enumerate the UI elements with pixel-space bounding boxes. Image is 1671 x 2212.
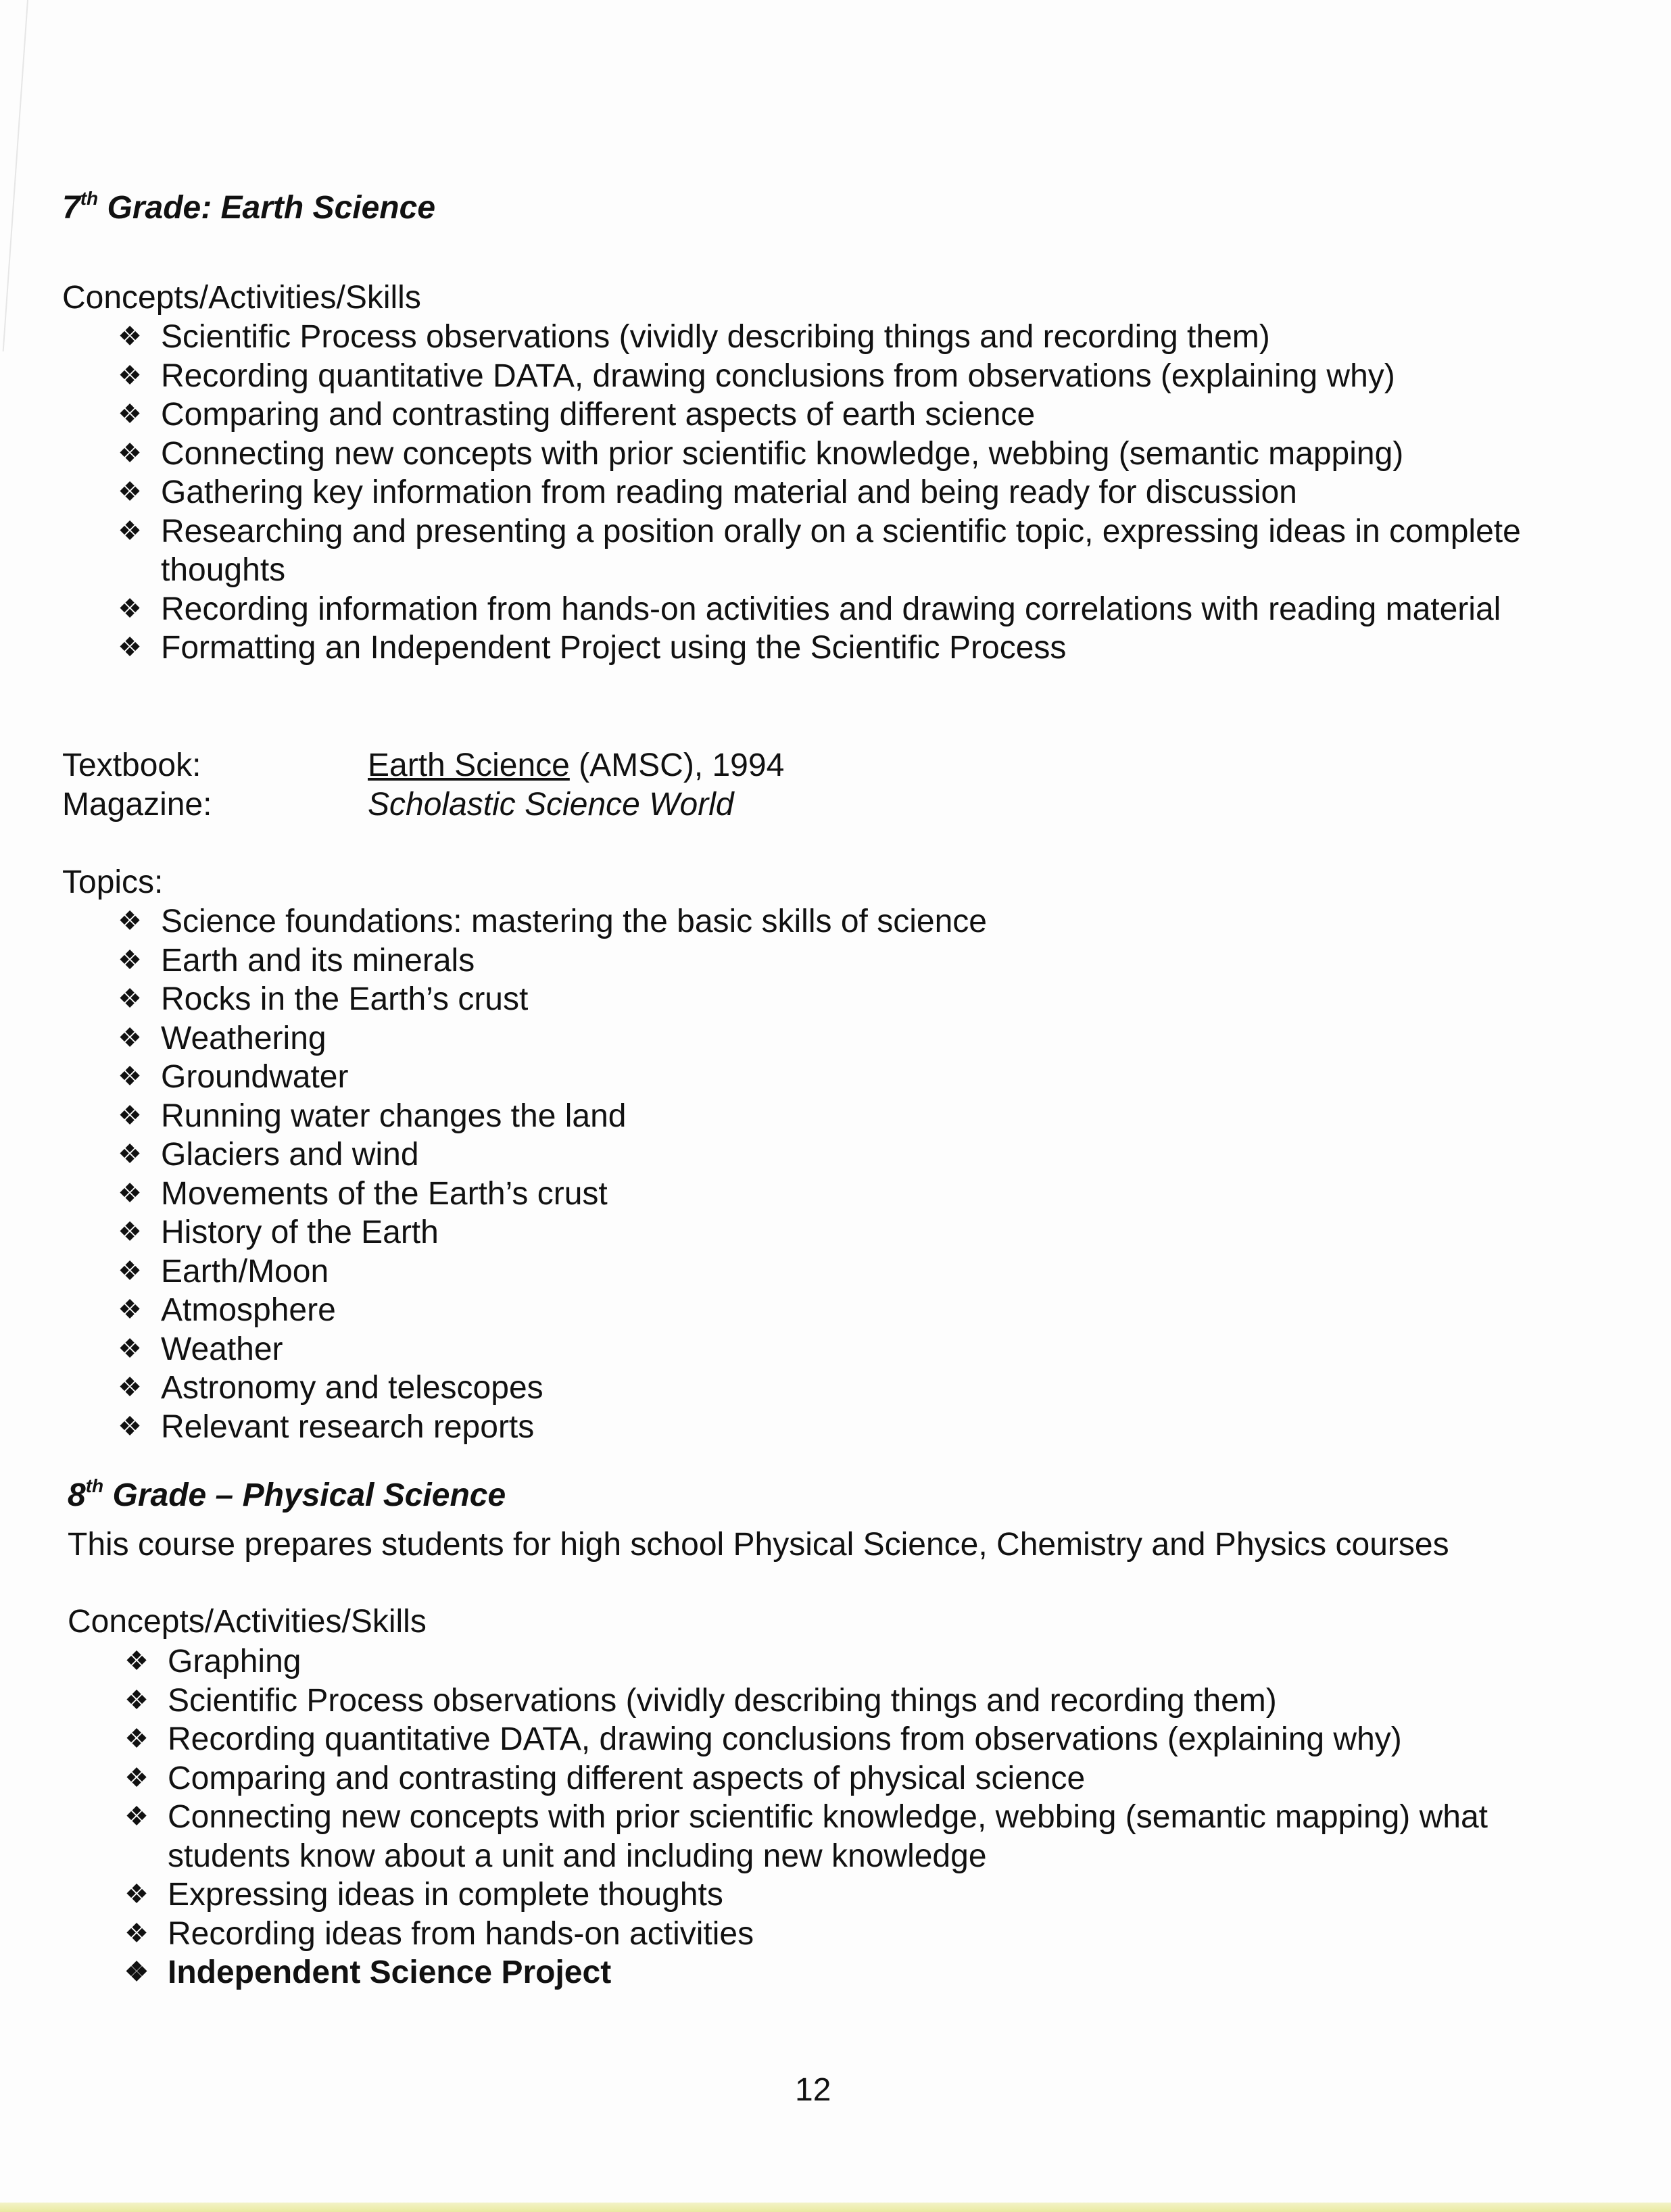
- list-item: [110, 1058, 1529, 1097]
- textbook-label: Textbook:: [62, 747, 201, 783]
- section-heading-7th-grade: [62, 189, 435, 226]
- list-item: [116, 1642, 1536, 1681]
- list-item: [110, 318, 1529, 357]
- list-item: [116, 1681, 1536, 1721]
- bullet-icon: ❖: [118, 906, 142, 936]
- list-item: [110, 1175, 1529, 1214]
- skills-label: Concepts/Activities/Skills: [62, 280, 421, 316]
- list-item: [116, 1915, 1536, 1954]
- bullet-icon: ❖: [118, 1411, 142, 1442]
- list-item-text: Scientific Process observations (vividly describing things and recording them): [161, 319, 1270, 355]
- list-item-text: Science foundations: mastering the basic skills of science: [161, 904, 987, 939]
- list-item-text: Rocks in the Earth’s crust: [161, 981, 529, 1017]
- list-item: [116, 1720, 1536, 1759]
- list-item-text: Earth and its minerals: [161, 942, 475, 979]
- list-item-text: Gathering key information from reading material and being ready for discussion: [161, 474, 1297, 510]
- list-item: [110, 1213, 1529, 1252]
- list-item-text: Relevant research reports: [161, 1408, 535, 1445]
- list-item-text: Weathering: [161, 1020, 326, 1056]
- list-item: [110, 512, 1529, 590]
- list-item-text: Expressing ideas in complete thoughts: [168, 1877, 723, 1913]
- list-item: [110, 357, 1529, 396]
- bullet-icon: ❖: [118, 984, 142, 1014]
- list-item: [110, 1408, 1529, 1447]
- list-item-text: Comparing and contrasting different aspects of physical science: [168, 1760, 1086, 1796]
- bullet-icon: ❖: [118, 1373, 142, 1402]
- bullet-icon: ❖: [118, 1100, 142, 1131]
- skills-list-7th: [110, 318, 1529, 668]
- bullet-icon: ❖: [118, 399, 142, 429]
- list-item-text: Recording quantitative DATA, drawing conclusions from observations (explaining why): [161, 358, 1395, 394]
- list-item-text: Running water changes the land: [161, 1098, 627, 1134]
- list-item: [110, 1291, 1529, 1330]
- bullet-icon: ❖: [118, 1023, 142, 1053]
- grade-number: 7: [62, 190, 80, 226]
- list-item-text: Earth/Moon: [161, 1253, 329, 1289]
- list-item: [116, 1953, 1536, 1992]
- section-heading-8th-grade: [68, 1477, 506, 1514]
- bullet-icon: ❖: [118, 1139, 142, 1169]
- list-item-text: Graphing: [168, 1644, 301, 1679]
- skills-list-8th: [116, 1642, 1536, 1992]
- list-item-text: History of the Earth: [161, 1214, 439, 1250]
- list-item-text: Weather: [161, 1331, 283, 1367]
- magazine-value: Scholastic Science World: [368, 787, 734, 822]
- list-item: [110, 395, 1529, 435]
- bullet-icon: ❖: [124, 1685, 149, 1715]
- textbook-value: [368, 747, 784, 784]
- scan-edge-line: [0, 0, 28, 351]
- list-item-text: Recording ideas from hands-on activities: [168, 1915, 754, 1952]
- bullet-icon: ❖: [124, 1802, 149, 1832]
- list-item-text: Independent Science Project: [168, 1955, 612, 1990]
- scan-bottom-strip: [0, 2203, 1671, 2212]
- list-item-text: Astronomy and telescopes: [161, 1370, 543, 1406]
- list-item: [110, 1252, 1529, 1292]
- list-item: [110, 1097, 1529, 1136]
- skills-label: Concepts/Activities/Skills: [68, 1604, 427, 1640]
- course-intro: This course prepares students for high school Physical Science, Chemistry and Physics courses: [68, 1527, 1449, 1563]
- bullet-icon: ❖: [124, 1646, 149, 1676]
- grade-number: 8: [68, 1477, 86, 1513]
- list-item: [110, 1330, 1529, 1369]
- bullet-icon: ❖: [118, 322, 142, 351]
- list-item: [110, 980, 1529, 1019]
- bullet-icon: ❖: [118, 477, 142, 507]
- grade-suffix: th: [80, 188, 99, 209]
- list-item-text: Recording information from hands-on activities and drawing correlations with reading material: [161, 591, 1501, 627]
- bullet-icon: ❖: [118, 593, 142, 624]
- bullet-icon: ❖: [118, 438, 142, 468]
- list-item: [110, 1135, 1529, 1175]
- list-item: [116, 1759, 1536, 1798]
- list-item: [110, 902, 1529, 941]
- textbook-publisher: (AMSC), 1994: [569, 747, 785, 783]
- bullet-icon: ❖: [118, 516, 142, 546]
- list-item: [110, 1369, 1529, 1408]
- list-item: [116, 1875, 1536, 1915]
- list-item-text: Atmosphere: [161, 1292, 336, 1328]
- grade-suffix: th: [85, 1475, 104, 1496]
- list-item-text: Movements of the Earth’s crust: [161, 1175, 608, 1212]
- magazine-label: Magazine:: [62, 787, 212, 822]
- list-item-text: Groundwater: [161, 1059, 349, 1095]
- bullet-icon: ❖: [118, 1333, 142, 1364]
- page-number: 12: [795, 2072, 831, 2108]
- list-item: [110, 435, 1529, 474]
- list-item-text: Researching and presenting a position orally on a scientific topic, expressing ideas in complete thoughts: [161, 513, 1521, 588]
- list-item-text: Scientific Process observations (vividly describing things and recording them): [168, 1682, 1277, 1719]
- bullet-icon: ❖: [118, 1178, 142, 1208]
- bullet-icon: ❖: [118, 633, 142, 662]
- list-item: [110, 629, 1529, 668]
- list-item: [110, 473, 1529, 512]
- bullet-icon: ❖: [124, 1879, 149, 1909]
- bullet-icon: ❖: [124, 1724, 149, 1754]
- bullet-icon: ❖: [124, 1957, 149, 1987]
- bullet-icon: ❖: [118, 1062, 142, 1091]
- list-item: [110, 590, 1529, 629]
- bullet-icon: ❖: [124, 1918, 149, 1948]
- list-item-text: Recording quantitative DATA, drawing conclusions from observations (explaining why): [168, 1721, 1402, 1757]
- topics-list: [110, 902, 1529, 1446]
- list-item: [110, 941, 1529, 981]
- list-item: [116, 1798, 1536, 1875]
- list-item-text: Glaciers and wind: [161, 1137, 419, 1173]
- textbook-title: Earth Science: [368, 747, 570, 783]
- bullet-icon: ❖: [118, 360, 142, 391]
- list-item-text: Connecting new concepts with prior scientific knowledge, webbing (semantic mapping) what students know about a unit and including new knowledge: [168, 1799, 1488, 1874]
- topics-label: Topics:: [62, 864, 164, 900]
- bullet-icon: ❖: [118, 945, 142, 975]
- list-item-text: Formatting an Independent Project using the Scientific Process: [161, 630, 1067, 666]
- bullet-icon: ❖: [118, 1295, 142, 1325]
- list-item-text: Comparing and contrasting different aspects of earth science: [161, 397, 1036, 433]
- list-item-text: Connecting new concepts with prior scientific knowledge, webbing (semantic mapping): [161, 435, 1404, 472]
- bullet-icon: ❖: [118, 1217, 142, 1247]
- grade-title: Grade – Physical Science: [103, 1477, 506, 1513]
- grade-title: Grade: Earth Science: [98, 190, 436, 226]
- bullet-icon: ❖: [124, 1763, 149, 1793]
- list-item: [110, 1019, 1529, 1058]
- bullet-icon: ❖: [118, 1256, 142, 1286]
